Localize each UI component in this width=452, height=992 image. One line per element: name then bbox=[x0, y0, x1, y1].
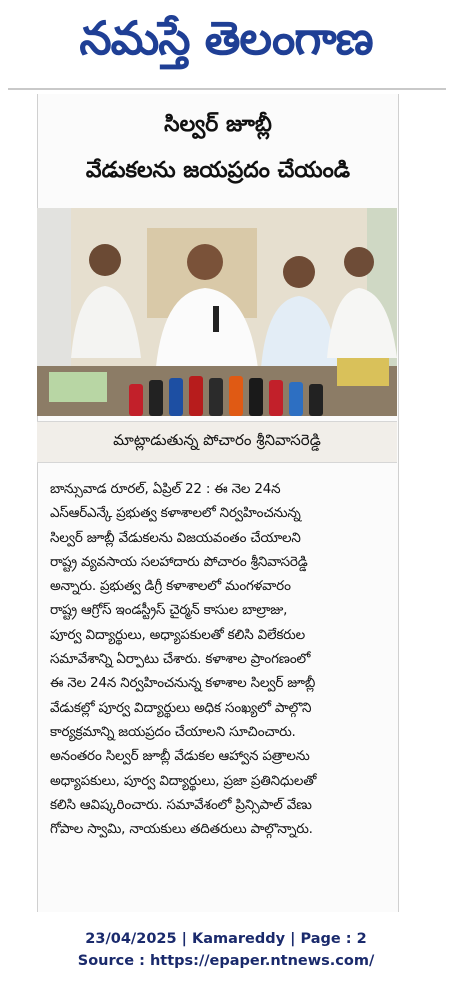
article-body-line: ఈ నెల 24న నిర్వహించనున్న కళాశాల సిల్వర్ జూబ్లీ bbox=[50, 675, 316, 692]
press-meet-photo-illustration bbox=[37, 208, 397, 416]
article-body-line: గోపాల స్వామి, నాయకులు తదితరులు పాల్గొన్నారు. bbox=[50, 821, 313, 838]
article-body-line: వేడుకల్లో పూర్వ విద్యార్థులు అధిక సంఖ్యలో పాల్గొని bbox=[50, 699, 312, 716]
article-body-line: అనంతరం సిల్వర్ జూబ్లీ వేడుకల ఆహ్వాన పత్రాలను bbox=[50, 748, 310, 765]
photo-caption: మాట్లాడుతున్న పోచారం శ్రీనివాసరెడ్డి bbox=[37, 421, 397, 463]
newspaper-masthead bbox=[8, 6, 444, 82]
footer-source: Source : https://epaper.ntnews.com/ bbox=[77, 953, 375, 969]
article-body-line: అన్నారు. ప్రభుత్వ డిగ్రీ కళాశాలలో మంగళవారం bbox=[50, 578, 291, 595]
article-body-line: కలిసి ఆవిష్కరించారు. సమావేశంలో ప్రిన్సిపాల్ వేణు bbox=[50, 796, 312, 813]
masthead-divider bbox=[8, 88, 446, 90]
article-body-line: ఎస్ఆర్ఎన్కే ప్రభుత్వ కళాశాలలో నిర్వహించనున్న bbox=[50, 505, 301, 522]
article-body-line: సమావేశాన్ని ఏర్పాటు చేశారు. కళాశాల ప్రాంగణంలో bbox=[50, 651, 311, 668]
clipping-border-right bbox=[398, 94, 399, 912]
article-body-line: కార్యక్రమాన్ని జయప్రదం చేయాలని సూచించారు. bbox=[50, 723, 296, 740]
article-body-line: అధ్యాపకులు, పూర్వ విద్యార్థులు, ప్రజా ప్రతినిధులతో bbox=[50, 772, 317, 789]
article-body-line: బాన్సువాడ రూరల్, ఏప్రిల్ 22 : ఈ నెల 24న bbox=[50, 481, 281, 497]
article-body-line: పూర్వ విద్యార్థులు, అధ్యాపకులతో కలిసి విలేకరుల bbox=[50, 626, 306, 643]
article-headline-line1: సిల్వర్ జూబ్లీ bbox=[164, 112, 272, 137]
article-body-line: రాష్ట్ర వ్యవసాయ సలహాదారు పోచారం శ్రీనివాసరెడ్డి bbox=[50, 553, 308, 570]
article-headline-line2: వేడుకలను జయప్రదం చేయండి bbox=[85, 158, 351, 183]
article-body-line: సిల్వర్ జూబ్లీ వేడుకలను విజయవంతం చేయాలని bbox=[50, 529, 301, 546]
article-body-line: రాష్ట్ర ఆగ్రోస్ ఇండస్ట్రీస్ చైర్మన్ కాసుల బాల్రాజు, bbox=[50, 602, 288, 619]
footer-date-edition-page: 23/04/2025 | Kamareddy | Page : 2 bbox=[85, 931, 367, 947]
article-body bbox=[50, 477, 392, 841]
masthead-title: నమస్తే తెలంగాణ bbox=[79, 11, 373, 65]
press-meet-photo bbox=[37, 208, 397, 416]
